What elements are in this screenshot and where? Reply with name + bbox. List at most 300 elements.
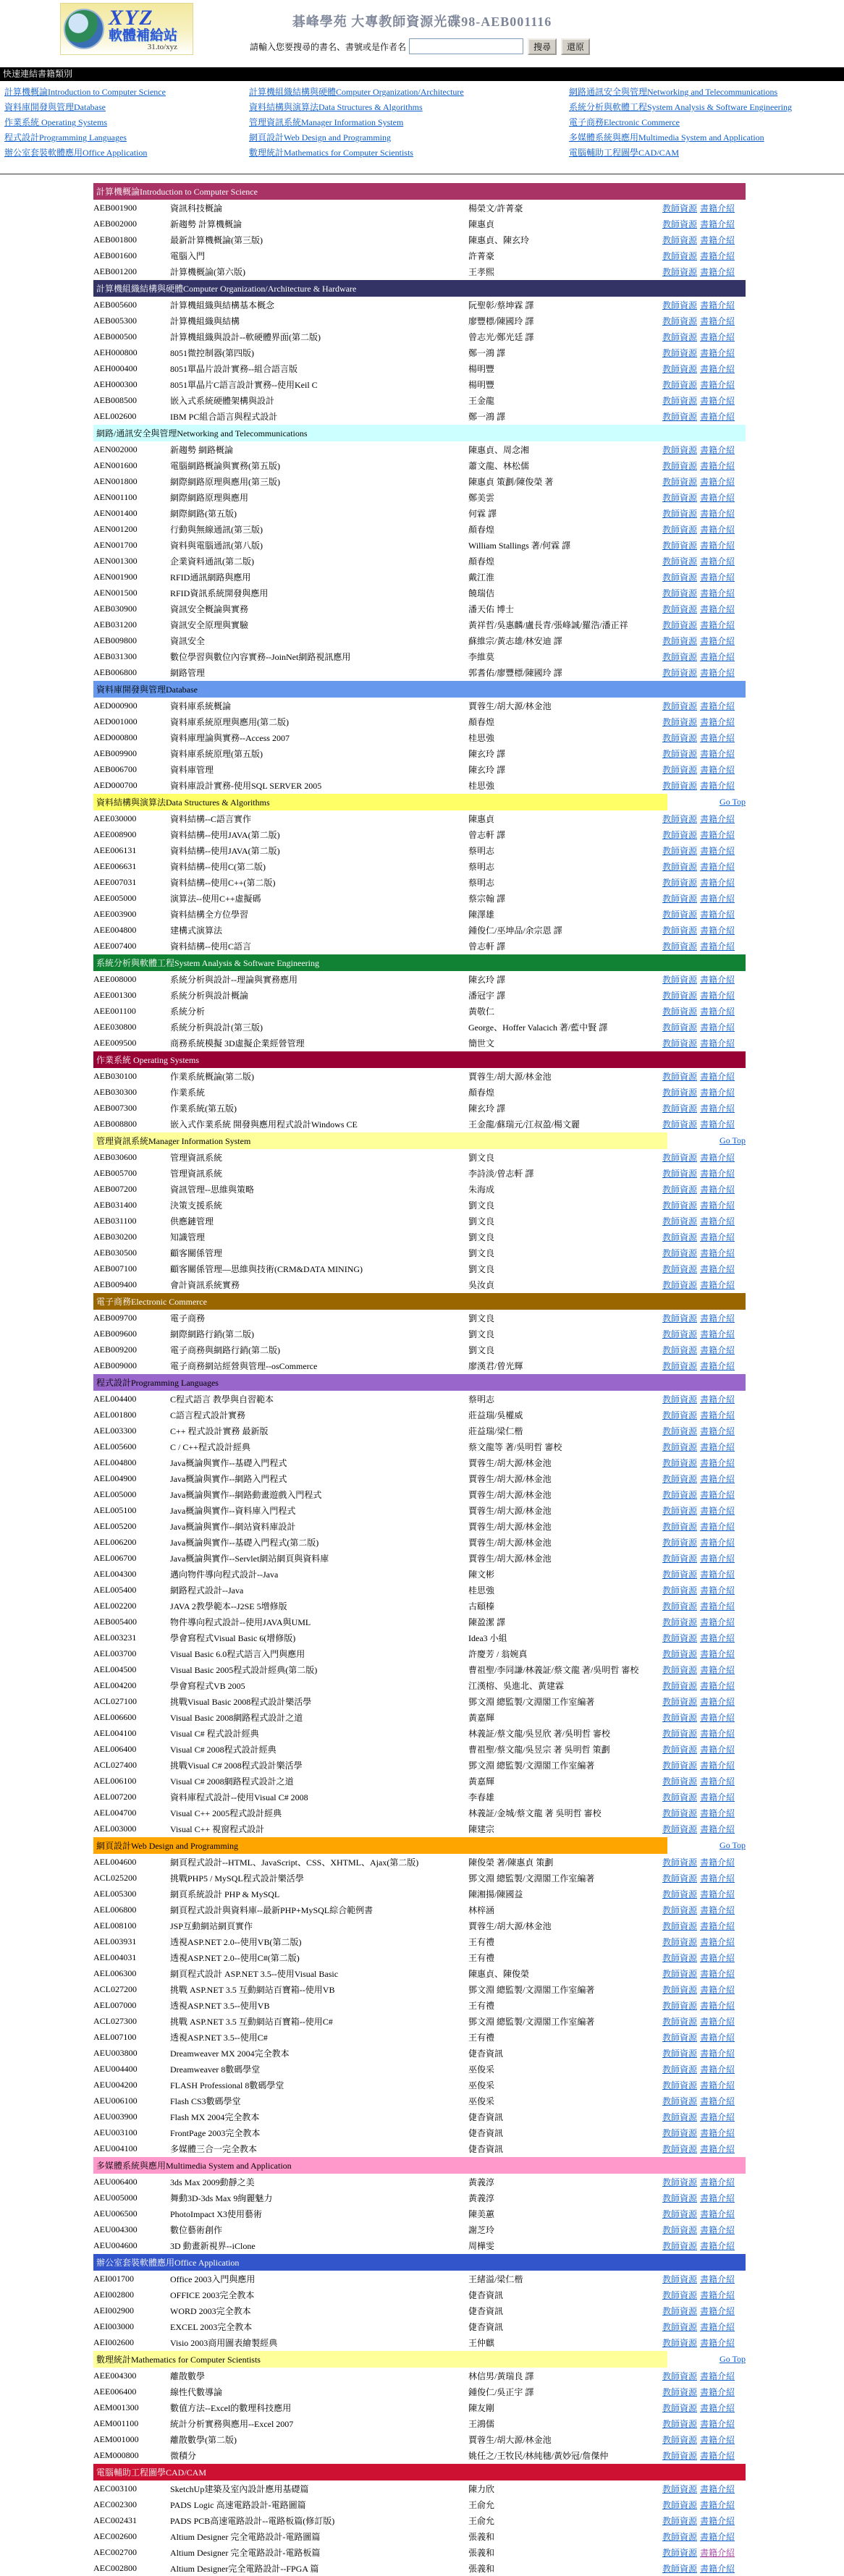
teacher-resource-link[interactable]: 教師資源 [662, 845, 698, 856]
teacher-resource-link[interactable]: 教師資源 [662, 1744, 698, 1755]
teacher-resource-link[interactable]: 教師資源 [662, 1632, 698, 1643]
teacher-resource-link[interactable]: 教師資源 [662, 925, 698, 936]
search-button[interactable]: 搜尋 [528, 38, 557, 55]
book-intro-link[interactable]: 書籍介紹 [700, 877, 735, 888]
teacher-resource-link[interactable]: 教師資源 [662, 2321, 698, 2332]
teacher-resource-link[interactable]: 教師資源 [662, 508, 698, 519]
book-intro-link[interactable]: 書籍介紹 [700, 572, 735, 582]
book-intro-link[interactable]: 書籍介紹 [700, 2483, 735, 2494]
book-intro-link[interactable]: 書籍介紹 [700, 363, 735, 374]
teacher-resource-link[interactable]: 教師資源 [662, 651, 698, 662]
teacher-resource-link[interactable]: 教師資源 [662, 1360, 698, 1371]
book-intro-link[interactable]: 書籍介紹 [700, 2274, 735, 2284]
book-intro-link[interactable]: 書籍介紹 [700, 1712, 735, 1723]
teacher-resource-link[interactable]: 教師資源 [662, 444, 698, 455]
book-intro-link[interactable]: 書籍介紹 [700, 1247, 735, 1258]
teacher-resource-link[interactable]: 教師資源 [662, 1344, 698, 1355]
book-intro-link[interactable]: 書籍介紹 [700, 2402, 735, 2413]
book-intro-link[interactable]: 書籍介紹 [700, 234, 735, 245]
teacher-resource-link[interactable]: 教師資源 [662, 2305, 698, 2316]
teacher-resource-link[interactable]: 教師資源 [662, 1184, 698, 1195]
teacher-resource-link[interactable]: 教師資源 [662, 1087, 698, 1098]
teacher-resource-link[interactable]: 教師資源 [662, 1425, 698, 1436]
book-intro-link[interactable]: 書籍介紹 [700, 379, 735, 390]
quick-link-1[interactable]: 計算機組織結構與硬體Computer Organization/Architecture [249, 87, 464, 97]
teacher-resource-link[interactable]: 教師資源 [662, 2274, 698, 2284]
book-intro-link[interactable]: 書籍介紹 [700, 651, 735, 662]
book-intro-link[interactable]: 書籍介紹 [700, 2032, 735, 2043]
book-intro-link[interactable]: 書籍介紹 [700, 2208, 735, 2219]
teacher-resource-link[interactable]: 教師資源 [662, 460, 698, 471]
teacher-resource-link[interactable]: 教師資源 [662, 1569, 698, 1580]
teacher-resource-link[interactable]: 教師資源 [662, 2208, 698, 2219]
book-intro-link[interactable]: 書籍介紹 [700, 1920, 735, 1931]
book-intro-link[interactable]: 書籍介紹 [700, 1200, 735, 1211]
book-intro-link[interactable]: 書籍介紹 [700, 1680, 735, 1691]
book-intro-link[interactable]: 書籍介紹 [700, 2515, 735, 2526]
teacher-resource-link[interactable]: 教師資源 [662, 909, 698, 920]
teacher-resource-link[interactable]: 教師資源 [662, 667, 698, 678]
teacher-resource-link[interactable]: 教師資源 [662, 1313, 698, 1323]
book-intro-link[interactable]: 書籍介紹 [700, 1632, 735, 1643]
teacher-resource-link[interactable]: 教師資源 [662, 2064, 698, 2075]
teacher-resource-link[interactable]: 教師資源 [662, 1776, 698, 1787]
book-intro-link[interactable]: 書籍介紹 [700, 2064, 735, 2075]
book-intro-link[interactable]: 書籍介紹 [700, 603, 735, 614]
teacher-resource-link[interactable]: 教師資源 [662, 1329, 698, 1339]
teacher-resource-link[interactable]: 教師資源 [662, 2192, 698, 2203]
teacher-resource-link[interactable]: 教師資源 [662, 990, 698, 1001]
teacher-resource-link[interactable]: 教師資源 [662, 395, 698, 406]
teacher-resource-link[interactable]: 教師資源 [662, 1473, 698, 1484]
teacher-resource-link[interactable]: 教師資源 [662, 603, 698, 614]
book-intro-link[interactable]: 書籍介紹 [700, 909, 735, 920]
quick-link-3[interactable]: 資料庫開發與管理Database [4, 102, 106, 112]
book-intro-link[interactable]: 書籍介紹 [700, 780, 735, 791]
book-intro-link[interactable]: 書籍介紹 [700, 508, 735, 519]
book-intro-link[interactable]: 書籍介紹 [700, 1505, 735, 1516]
go-top-link[interactable]: Go Top [719, 797, 746, 807]
book-row [93, 1149, 746, 1165]
book-intro-link[interactable]: 書籍介紹 [700, 460, 735, 471]
teacher-resource-link[interactable]: 教師資源 [662, 1152, 698, 1163]
book-intro-link[interactable]: 書籍介紹 [700, 1968, 735, 1979]
teacher-resource-link[interactable]: 教師資源 [662, 379, 698, 390]
go-top-link[interactable]: Go Top [719, 2354, 746, 2364]
quick-link-14[interactable]: 電腦輔助工程圖學CAD/CAM [569, 148, 680, 158]
teacher-resource-link[interactable]: 教師資源 [662, 1601, 698, 1611]
book-intro-link[interactable]: 書籍介紹 [700, 893, 735, 904]
book-intro-link[interactable]: 書籍介紹 [700, 1936, 735, 1947]
book-intro-link[interactable]: 書籍介紹 [700, 2531, 735, 2542]
teacher-resource-link[interactable]: 教師資源 [662, 877, 698, 888]
quick-link-10[interactable]: 網頁設計Web Design and Programming [249, 132, 392, 143]
book-intro-link[interactable]: 書籍介紹 [700, 2224, 735, 2235]
teacher-resource-link[interactable]: 教師資源 [662, 1920, 698, 1931]
teacher-resource-link[interactable]: 教師資源 [662, 331, 698, 342]
book-intro-link[interactable]: 書籍介紹 [700, 1344, 735, 1355]
teacher-resource-link[interactable]: 教師資源 [662, 1968, 698, 1979]
book-intro-link[interactable]: 書籍介紹 [700, 732, 735, 743]
teacher-resource-link[interactable]: 教師資源 [662, 893, 698, 904]
teacher-resource-link[interactable]: 教師資源 [662, 1022, 698, 1033]
book-intro-link[interactable]: 書籍介紹 [700, 476, 735, 487]
teacher-resource-link[interactable]: 教師資源 [662, 1905, 698, 1915]
teacher-resource-link[interactable]: 教師資源 [662, 861, 698, 872]
teacher-resource-link[interactable]: 教師資源 [662, 2240, 698, 2251]
book-intro-link[interactable]: 書籍介紹 [700, 492, 735, 503]
teacher-resource-link[interactable]: 教師資源 [662, 1489, 698, 1500]
teacher-resource-link[interactable]: 教師資源 [662, 1648, 698, 1659]
teacher-resource-link[interactable]: 教師資源 [662, 2080, 698, 2090]
book-intro-link[interactable]: 書籍介紹 [700, 1489, 735, 1500]
teacher-resource-link[interactable]: 教師資源 [662, 1873, 698, 1884]
book-intro-link[interactable]: 書籍介紹 [700, 925, 735, 936]
teacher-resource-link[interactable]: 教師資源 [662, 2434, 698, 2445]
book-intro-link[interactable]: 書籍介紹 [700, 1553, 735, 1564]
book-intro-link[interactable]: 書籍介紹 [700, 588, 735, 598]
book-intro-link[interactable]: 書籍介紹 [700, 2143, 735, 2154]
teacher-resource-link[interactable]: 教師資源 [662, 2515, 698, 2526]
book-intro-link[interactable]: 書籍介紹 [700, 2305, 735, 2316]
teacher-resource-link[interactable]: 教師資源 [662, 572, 698, 582]
teacher-resource-link[interactable]: 教師資源 [662, 1263, 698, 1274]
quick-link-8[interactable]: 電子商務Electronic Commerce [569, 117, 680, 127]
book-code: AEE007031 [93, 876, 137, 887]
teacher-resource-link[interactable]: 教師資源 [662, 1119, 698, 1130]
book-intro-link[interactable]: 書籍介紹 [700, 716, 735, 727]
book-intro-link[interactable]: 書籍介紹 [700, 764, 735, 775]
book-intro-link[interactable]: 書籍介紹 [700, 2418, 735, 2429]
teacher-resource-link[interactable]: 教師資源 [662, 1441, 698, 1452]
teacher-resource-link[interactable]: 教師資源 [662, 363, 698, 374]
book-intro-link[interactable]: 書籍介紹 [700, 1617, 735, 1627]
book-intro-link[interactable]: 書籍介紹 [700, 1744, 735, 1755]
book-intro-link[interactable]: 書籍介紹 [700, 1905, 735, 1915]
teacher-resource-link[interactable]: 教師資源 [662, 732, 698, 743]
quick-link-9[interactable]: 程式設計Programming Languages [4, 132, 127, 143]
teacher-resource-link[interactable]: 教師資源 [662, 1006, 698, 1017]
teacher-resource-link[interactable]: 教師資源 [662, 748, 698, 759]
teacher-resource-link[interactable]: 教師資源 [662, 974, 698, 985]
book-intro-link[interactable]: 書籍介紹 [700, 700, 735, 711]
book-intro-link[interactable]: 書籍介紹 [700, 2289, 735, 2300]
book-code: AEL007100 [93, 2031, 137, 2042]
go-top-link[interactable]: Go Top [719, 1840, 746, 1850]
quick-link-0[interactable]: 計算機概論Introduction to Computer Science [4, 87, 166, 97]
book-intro-link[interactable]: 書籍介紹 [700, 1087, 735, 1098]
teacher-resource-link[interactable]: 教師資源 [662, 1952, 698, 1963]
teacher-resource-link[interactable]: 教師資源 [662, 588, 698, 598]
teacher-resource-link[interactable]: 教師資源 [662, 203, 698, 213]
teacher-resource-link[interactable]: 教師資源 [662, 1696, 698, 1707]
book-intro-link[interactable]: 書籍介紹 [700, 1006, 735, 1017]
teacher-resource-link[interactable]: 教師資源 [662, 2289, 698, 2300]
book-intro-link[interactable]: 書籍介紹 [700, 1410, 735, 1420]
teacher-resource-link[interactable]: 教師資源 [662, 1521, 698, 1532]
teacher-resource-link[interactable]: 教師資源 [662, 1792, 698, 1802]
quick-link-2[interactable]: 網路通訊安全與管理Networking and Telecommunications [569, 87, 778, 97]
book-intro-link[interactable]: 書籍介紹 [700, 974, 735, 985]
book-intro-link[interactable]: 書籍介紹 [700, 1313, 735, 1323]
book-intro-link[interactable]: 書籍介紹 [700, 941, 735, 952]
teacher-resource-link[interactable]: 教師資源 [662, 2000, 698, 2011]
teacher-resource-link[interactable]: 教師資源 [662, 1168, 698, 1179]
book-intro-link[interactable]: 書籍介紹 [700, 524, 735, 535]
book-intro-link[interactable]: 書籍介紹 [700, 861, 735, 872]
book-intro-link[interactable]: 書籍介紹 [700, 556, 735, 567]
teacher-resource-link[interactable]: 教師資源 [662, 2402, 698, 2413]
book-intro-link[interactable]: 書籍介紹 [700, 315, 735, 326]
quick-link-4[interactable]: 資料結構與演算法Data Structures & Algorithms [249, 102, 423, 112]
teacher-resource-link[interactable]: 教師資源 [662, 716, 698, 727]
book-intro-link[interactable]: 書籍介紹 [700, 219, 735, 229]
teacher-resource-link[interactable]: 教師資源 [662, 1103, 698, 1114]
book-intro-link[interactable]: 書籍介紹 [700, 2547, 735, 2558]
teacher-resource-link[interactable]: 教師資源 [662, 1808, 698, 1818]
book-intro-link[interactable]: 書籍介紹 [700, 2192, 735, 2203]
teacher-resource-link[interactable]: 教師資源 [662, 1232, 698, 1242]
book-intro-link[interactable]: 書籍介紹 [700, 1569, 735, 1580]
book-intro-link[interactable]: 書籍介紹 [700, 2386, 735, 2397]
teacher-resource-link[interactable]: 教師資源 [662, 2370, 698, 2381]
book-intro-link[interactable]: 書籍介紹 [700, 2096, 735, 2106]
book-intro-link[interactable]: 書籍介紹 [700, 1232, 735, 1242]
book-intro-link[interactable]: 書籍介紹 [700, 1984, 735, 1995]
quick-link-6[interactable]: 作業系統 Operating Systems [4, 117, 107, 127]
teacher-resource-link[interactable]: 教師資源 [662, 2048, 698, 2059]
book-intro-link[interactable]: 書籍介紹 [700, 1394, 735, 1404]
teacher-resource-link[interactable]: 教師資源 [662, 2386, 698, 2397]
book-intro-link[interactable]: 書籍介紹 [700, 1360, 735, 1371]
book-intro-link[interactable]: 書籍介紹 [700, 2499, 735, 2510]
book-intro-link[interactable]: 書籍介紹 [700, 1022, 735, 1033]
book-intro-link[interactable]: 書籍介紹 [700, 1585, 735, 1596]
book-intro-link[interactable]: 書籍介紹 [700, 1952, 735, 1963]
book-intro-link[interactable]: 書籍介紹 [700, 748, 735, 759]
book-intro-link[interactable]: 書籍介紹 [700, 1441, 735, 1452]
teacher-resource-link[interactable]: 教師資源 [662, 2337, 698, 2348]
teacher-resource-link[interactable]: 教師資源 [662, 1664, 698, 1675]
book-intro-link[interactable]: 書籍介紹 [700, 829, 735, 840]
book-intro-link[interactable]: 書籍介紹 [700, 2240, 735, 2251]
book-intro-link[interactable]: 書籍介紹 [700, 2434, 735, 2445]
teacher-resource-link[interactable]: 教師資源 [662, 540, 698, 551]
teacher-resource-link[interactable]: 教師資源 [662, 1823, 698, 1834]
teacher-resource-link[interactable]: 教師資源 [662, 556, 698, 567]
teacher-resource-link[interactable]: 教師資源 [662, 619, 698, 630]
teacher-resource-link[interactable]: 教師資源 [662, 1394, 698, 1404]
quick-link-12[interactable]: 辦公室套裝軟體應用Office Application [4, 148, 148, 158]
book-intro-link[interactable]: 書籍介紹 [700, 1473, 735, 1484]
teacher-resource-link[interactable]: 教師資源 [662, 1889, 698, 1899]
teacher-resource-link[interactable]: 教師資源 [662, 1279, 698, 1290]
book-intro-link[interactable]: 書籍介紹 [700, 1152, 735, 1163]
teacher-resource-link[interactable]: 教師資源 [662, 2016, 698, 2027]
book-intro-link[interactable]: 書籍介紹 [700, 331, 735, 342]
teacher-resource-link[interactable]: 教師資源 [662, 829, 698, 840]
book-intro-link[interactable]: 書籍介紹 [700, 2080, 735, 2090]
book-intro-link[interactable]: 書籍介紹 [700, 1038, 735, 1048]
book-intro-link[interactable]: 書籍介紹 [700, 2563, 735, 2574]
teacher-resource-link[interactable]: 教師資源 [662, 347, 698, 358]
book-intro-link[interactable]: 書籍介紹 [700, 1696, 735, 1707]
book-links [662, 2370, 746, 2382]
teacher-resource-link[interactable]: 教師資源 [662, 1457, 698, 1468]
book-intro-link[interactable]: 書籍介紹 [700, 2337, 735, 2348]
book-intro-link[interactable]: 書籍介紹 [700, 300, 735, 310]
book-intro-link[interactable]: 書籍介紹 [700, 1601, 735, 1611]
teacher-resource-link[interactable]: 教師資源 [662, 250, 698, 261]
book-intro-link[interactable]: 書籍介紹 [700, 1521, 735, 1532]
book-intro-link[interactable]: 書籍介紹 [700, 2111, 735, 2122]
book-intro-link[interactable]: 書籍介紹 [700, 1329, 735, 1339]
teacher-resource-link[interactable]: 教師資源 [662, 1410, 698, 1420]
teacher-resource-link[interactable]: 教師資源 [662, 1728, 698, 1739]
teacher-resource-link[interactable]: 教師資源 [662, 1617, 698, 1627]
book-code: AEL004900 [93, 1473, 137, 1483]
book-intro-link[interactable]: 書籍介紹 [700, 813, 735, 824]
book-intro-link[interactable]: 書籍介紹 [700, 1857, 735, 1868]
book-intro-link[interactable]: 書籍介紹 [700, 1184, 735, 1195]
book-author: 黃義淳 [468, 2192, 495, 2203]
go-top-link[interactable]: Go Top [719, 1135, 746, 1145]
book-intro-link[interactable]: 書籍介紹 [700, 1648, 735, 1659]
book-intro-link[interactable]: 書籍介紹 [700, 347, 735, 358]
book-intro-link[interactable]: 書籍介紹 [700, 2370, 735, 2381]
book-intro-link[interactable]: 書籍介紹 [700, 845, 735, 856]
teacher-resource-link[interactable]: 教師資源 [662, 2032, 698, 2043]
book-intro-link[interactable]: 書籍介紹 [700, 2048, 735, 2059]
book-intro-link[interactable]: 書籍介紹 [700, 2450, 735, 2461]
book-intro-link[interactable]: 書籍介紹 [700, 1103, 735, 1114]
book-intro-link[interactable]: 書籍介紹 [700, 2321, 735, 2332]
book-intro-link[interactable]: 書籍介紹 [700, 1889, 735, 1899]
book-intro-link[interactable]: 書籍介紹 [700, 1873, 735, 1884]
teacher-resource-link[interactable]: 教師資源 [662, 266, 698, 277]
book-intro-link[interactable]: 書籍介紹 [700, 411, 735, 422]
teacher-resource-link[interactable]: 教師資源 [662, 2127, 698, 2138]
book-intro-link[interactable]: 書籍介紹 [700, 667, 735, 678]
teacher-resource-link[interactable]: 教師資源 [662, 635, 698, 646]
teacher-resource-link[interactable]: 教師資源 [662, 2418, 698, 2429]
teacher-resource-link[interactable]: 教師資源 [662, 2143, 698, 2154]
book-intro-link[interactable]: 書籍介紹 [700, 990, 735, 1001]
book-intro-link[interactable]: 書籍介紹 [700, 1808, 735, 1818]
quick-link-5[interactable]: 系統分析與軟體工程System Analysis & Software Engineering [569, 102, 792, 112]
book-intro-link[interactable]: 書籍介紹 [700, 250, 735, 261]
quick-link-13[interactable]: 數理統計Mathematics for Computer Scientists [249, 148, 413, 158]
teacher-resource-link[interactable]: 教師資源 [662, 476, 698, 487]
teacher-resource-link[interactable]: 教師資源 [662, 2547, 698, 2558]
book-code: AEB000500 [93, 331, 137, 342]
teacher-resource-link[interactable]: 教師資源 [662, 1936, 698, 1947]
book-intro-link[interactable]: 書籍介紹 [700, 203, 735, 213]
teacher-resource-link[interactable]: 教師資源 [662, 1038, 698, 1048]
teacher-resource-link[interactable]: 教師資源 [662, 1585, 698, 1596]
teacher-resource-link[interactable]: 教師資源 [662, 780, 698, 791]
teacher-resource-link[interactable]: 教師資源 [662, 1216, 698, 1226]
teacher-resource-link[interactable]: 教師資源 [662, 234, 698, 245]
book-intro-link[interactable]: 書籍介紹 [700, 1664, 735, 1675]
book-intro-link[interactable]: 書籍介紹 [700, 635, 735, 646]
teacher-resource-link[interactable]: 教師資源 [662, 1200, 698, 1211]
book-code: AEE004300 [93, 2370, 137, 2381]
book-intro-link[interactable]: 書籍介紹 [700, 1792, 735, 1802]
teacher-resource-link[interactable]: 教師資源 [662, 411, 698, 422]
quick-link-7[interactable]: 管理資訊系統Manager Information System [249, 117, 404, 127]
book-intro-link[interactable]: 書籍介紹 [700, 1263, 735, 1274]
search-input[interactable] [409, 38, 523, 54]
teacher-resource-link[interactable]: 教師資源 [662, 1857, 698, 1868]
book-intro-link[interactable]: 書籍介紹 [700, 2000, 735, 2011]
book-intro-link[interactable]: 書籍介紹 [700, 1425, 735, 1436]
book-intro-link[interactable]: 書籍介紹 [700, 1728, 735, 1739]
book-intro-link[interactable]: 書籍介紹 [700, 1823, 735, 1834]
teacher-resource-link[interactable]: 教師資源 [662, 2563, 698, 2574]
book-intro-link[interactable]: 書籍介紹 [700, 1216, 735, 1226]
teacher-resource-link[interactable]: 教師資源 [662, 941, 698, 952]
teacher-resource-link[interactable]: 教師資源 [662, 492, 698, 503]
teacher-resource-link[interactable]: 教師資源 [662, 1247, 698, 1258]
teacher-resource-link[interactable]: 教師資源 [662, 1537, 698, 1548]
book-intro-link[interactable]: 書籍介紹 [700, 1071, 735, 1082]
teacher-resource-link[interactable]: 教師資源 [662, 219, 698, 229]
teacher-resource-link[interactable]: 教師資源 [662, 2177, 698, 2187]
book-intro-link[interactable]: 書籍介紹 [700, 1279, 735, 1290]
book-intro-link[interactable]: 書籍介紹 [700, 1776, 735, 1787]
book-intro-link[interactable]: 書籍介紹 [700, 1168, 735, 1179]
book-intro-link[interactable]: 書籍介紹 [700, 2016, 735, 2027]
teacher-resource-link[interactable]: 教師資源 [662, 2499, 698, 2510]
book-intro-link[interactable]: 書籍介紹 [700, 1537, 735, 1548]
teacher-resource-link[interactable]: 教師資源 [662, 1984, 698, 1995]
teacher-resource-link[interactable]: 教師資源 [662, 2096, 698, 2106]
quick-link-11[interactable]: 多媒體系統與應用Multimedia System and Application [569, 132, 764, 143]
teacher-resource-link[interactable]: 教師資源 [662, 813, 698, 824]
teacher-resource-link[interactable]: 教師資源 [662, 1505, 698, 1516]
teacher-resource-link[interactable]: 教師資源 [662, 1680, 698, 1691]
book-row [93, 2124, 746, 2140]
book-intro-link[interactable]: 書籍介紹 [700, 1457, 735, 1468]
teacher-resource-link[interactable]: 教師資源 [662, 300, 698, 310]
teacher-resource-link[interactable]: 教師資源 [662, 524, 698, 535]
book-intro-link[interactable]: 書籍介紹 [700, 395, 735, 406]
teacher-resource-link[interactable]: 教師資源 [662, 1553, 698, 1564]
teacher-resource-link[interactable]: 教師資源 [662, 2111, 698, 2122]
book-intro-link[interactable]: 書籍介紹 [700, 444, 735, 455]
teacher-resource-link[interactable]: 教師資源 [662, 764, 698, 775]
teacher-resource-link[interactable]: 教師資源 [662, 2450, 698, 2461]
reset-button[interactable]: 還原 [561, 38, 590, 55]
book-intro-link[interactable]: 書籍介紹 [700, 1760, 735, 1771]
teacher-resource-link[interactable]: 教師資源 [662, 1071, 698, 1082]
teacher-resource-link[interactable]: 教師資源 [662, 1760, 698, 1771]
teacher-resource-link[interactable]: 教師資源 [662, 2224, 698, 2235]
book-intro-link[interactable]: 書籍介紹 [700, 619, 735, 630]
book-intro-link[interactable]: 書籍介紹 [700, 2177, 735, 2187]
teacher-resource-link[interactable]: 教師資源 [662, 315, 698, 326]
book-intro-link[interactable]: 書籍介紹 [700, 1119, 735, 1130]
teacher-resource-link[interactable]: 教師資源 [662, 1712, 698, 1723]
teacher-resource-link[interactable]: 教師資源 [662, 2483, 698, 2494]
teacher-resource-link[interactable]: 教師資源 [662, 2531, 698, 2542]
book-intro-link[interactable]: 書籍介紹 [700, 266, 735, 277]
teacher-resource-link[interactable]: 教師資源 [662, 700, 698, 711]
book-row [93, 2368, 746, 2384]
book-intro-link[interactable]: 書籍介紹 [700, 2127, 735, 2138]
book-intro-link[interactable]: 書籍介紹 [700, 540, 735, 551]
